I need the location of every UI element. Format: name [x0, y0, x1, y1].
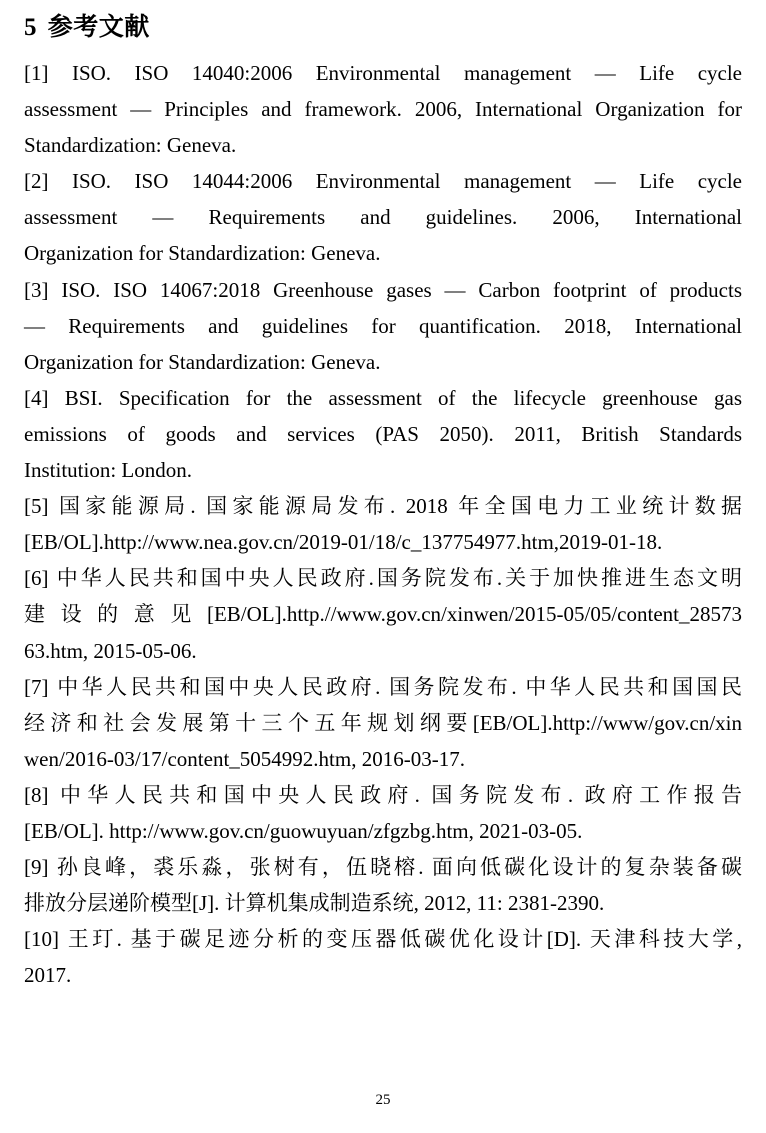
reference-item-4 — [24, 380, 742, 488]
reference-line: 2017. — [24, 963, 72, 988]
reference-item-2 — [24, 163, 742, 271]
reference-item-9 — [24, 849, 742, 921]
reference-line: [7] 中华人民共和国中央人民政府. 国务院发布. 中华人民共和国国民 — [24, 674, 742, 699]
reference-line: [1] ISO. ISO 14040:2006 Environmental management — Life cycle — [24, 61, 742, 85]
reference-line: Institution: London. — [24, 458, 192, 483]
reference-line: [8] 中华人民共和国中央人民政府. 国务院发布. 政府工作报告 — [24, 782, 742, 807]
reference-line: [5] 国家能源局. 国家能源局发布. 2018 年全国电力工业统计数据 — [24, 494, 742, 519]
reference-line: [3] ISO. ISO 14067:2018 Greenhouse gases — Carbon footprint of products — [24, 277, 742, 302]
section-heading: 5 参考文献 — [24, 14, 150, 41]
reference-line: Organization for Standardization: Geneva. — [24, 349, 381, 374]
reference-item-3 — [24, 272, 742, 380]
reference-line: assessment — Principles and framework. 2006, International Organization for — [24, 97, 742, 122]
reference-line: 排放分层递阶模型[J]. 计算机集成制造系统, 2012, 11: 2381-2390. — [24, 891, 605, 916]
reference-line: [4] BSI. Specification for the assessment of the lifecycle greenhouse gas — [24, 385, 742, 410]
reference-line: [6] 中华人民共和国中央人民政府.国务院发布.关于加快推进生态文明 — [24, 566, 742, 591]
reference-line: wen/2016-03/17/content_5054992.htm, 2016-03-17. — [24, 746, 465, 771]
reference-line: [10] 王玎. 基于碳足迹分析的变压器低碳优化设计[D]. 天津科技大学, — [24, 927, 742, 952]
reference-line: — Requirements and guidelines for quantification. 2018, International — [24, 313, 742, 338]
reference-item-6 — [24, 560, 742, 668]
reference-line: [EB/OL].http://www.nea.gov.cn/2019-01/18/c_137754977.htm,2019-01-18. — [24, 530, 663, 555]
reference-line: assessment — Requirements and guidelines. 2006, International — [24, 205, 742, 230]
reference-line: Organization for Standardization: Geneva. — [24, 241, 381, 266]
reference-list — [24, 55, 742, 993]
reference-line: 建设的意见[EB/OL].http.//www.gov.cn/xinwen/2015-05/05/content_28573 — [24, 602, 742, 627]
reference-line: Standardization: Geneva. — [24, 133, 237, 158]
page-number: 25 — [375, 1092, 391, 1108]
reference-item-7 — [24, 669, 742, 777]
reference-line: [EB/OL]. http://www.gov.cn/guowuyuan/zfgzbg.htm, 2021-03-05. — [24, 818, 583, 843]
reference-item-8 — [24, 777, 742, 849]
reference-line: [9] 孙良峰，裘乐淼，张树有，伍晓榕. 面向低碳化设计的复杂装备碳 — [24, 855, 742, 880]
reference-line: emissions of goods and services (PAS 2050). 2011, British Standards — [24, 421, 742, 446]
reference-line: [2] ISO. ISO 14044:2006 Environmental management — Life cycle — [24, 169, 742, 194]
reference-item-10 — [24, 921, 742, 993]
reference-line: 63.htm, 2015-05-06. — [24, 638, 197, 663]
reference-item-1 — [24, 55, 742, 163]
reference-item-5 — [24, 488, 742, 560]
reference-line: 经济和社会发展第十三个五年规划纲要[EB/OL].http://www/gov.cn/xin — [24, 710, 742, 735]
